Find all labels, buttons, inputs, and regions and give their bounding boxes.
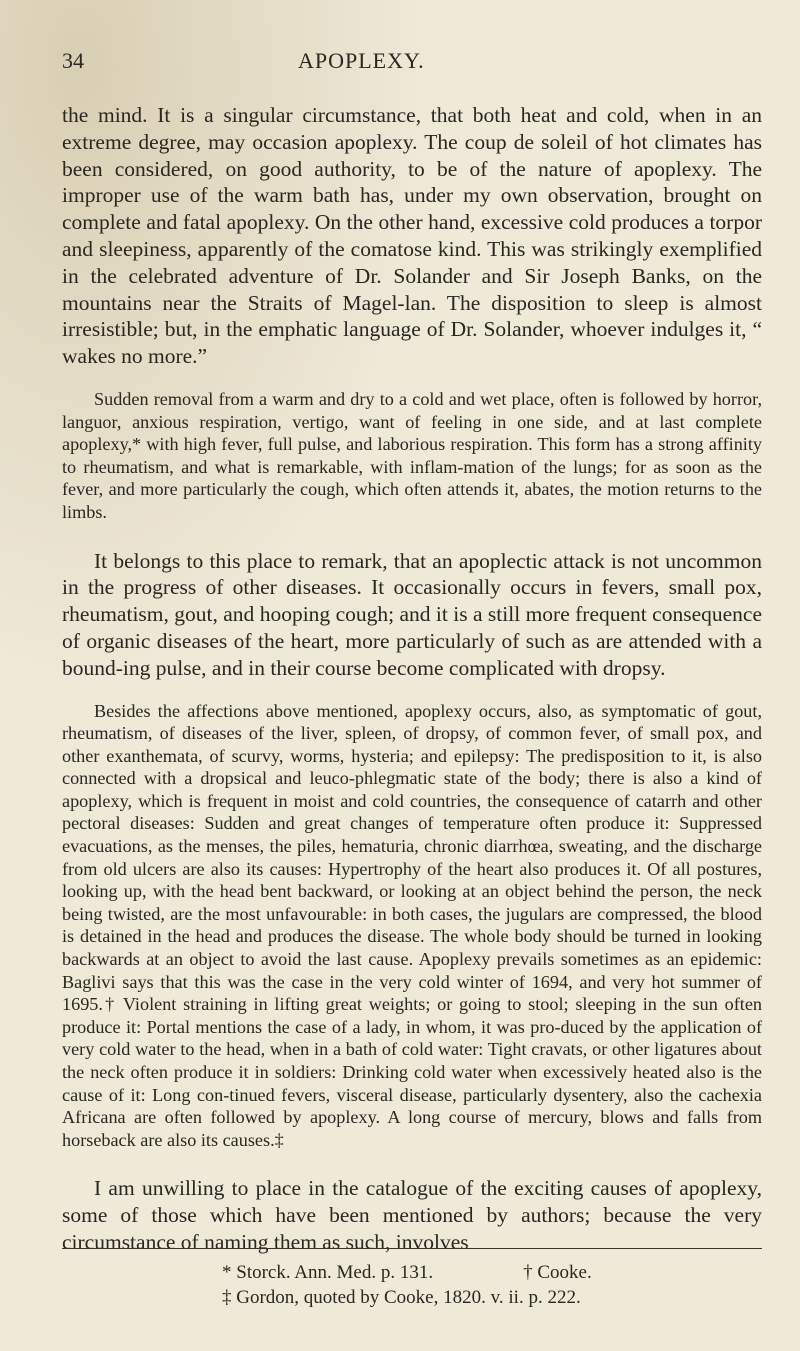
paragraph-sudden-removal: Sudden removal from a warm and dry to a cold and wet place, often is followed by horror, languor, anxious respiration, vertigo, want of feeling in one side, and at last complete apoplexy,* with high fever, full pulse, and laborious respiration. This form has a strong affinity to rheumatism, and what is remarkable, with inflam-mation of the lungs; for as soon as the fever, and more particularly the cough, which often attends it, abates, the motion returns to the limbs. [62,388,762,522]
paragraph-other-diseases: It belongs to this place to remark, that an apoplectic attack is not uncommon in the progress of other diseases. It occasionally occurs in fevers, small pox, rheumatism, gout, and hooping cough; and it is a still more frequent consequence of organic diseases of the heart, more particularly of such as are attended with a bound-ing pulse, and in their course become complicated with dropsy. [62,548,762,680]
paragraph-exciting-causes: I am unwilling to place in the catalogue of the exciting causes of apoplexy, some of those which have been mentioned by authors; because the very circumstance of naming them as such, involves [62,1176,762,1254]
footnote-gordon: ‡ Gordon, quoted by Cooke, 1820. v. ii. p. 222. [222,1287,581,1308]
page-number: 34 [62,48,84,73]
running-head: APOPLEXY. [298,48,425,73]
body-text [62,102,762,1256]
footnote-storck: * Storck. Ann. Med. p. 131. [222,1262,434,1283]
page-header [62,48,762,78]
footnote-cooke: † Cooke. [523,1262,592,1283]
footnotes [222,1260,742,1310]
paragraph-heat-and-cold: the mind. It is a singular circumstance, that both heat and cold, when in an extreme degree, may occasion apoplexy. The coup de soleil of hot climates has been considered, on good authority, to be of the nature of apoplexy. The improper use of the warm bath has, under my own observation, brought on complete and fatal apoplexy. On the other hand, excessive cold produces a torpor and sleepiness, apparently of the comatose kind. This was strikingly exemplified in the celebrated adventure of Dr. Solander and Sir Joseph Banks, on the mountains near the Straits of Magel-lan. The disposition to sleep is almost irresistible; but, in the emphatic language of Dr. Solander, whoever indulges it, “ wakes no more.” [62,103,762,369]
footnote-rule [62,1248,762,1249]
paragraph-symptomatic-causes: Besides the affections above mentioned, apoplexy occurs, also, as symptomatic of gout, rheumatism, of diseases of the liver, spleen, of dropsy, of common fever, of small pox, and other exanthemata, of scurvy, worms, hysteria; and epilepsy: The predisposition to it, is also connected with a dropsical and leuco-phlegmatic state of the body; there is also a kind of apoplexy, which is frequent in moist and cold countries, the consequence of catarrh and other pectoral diseases: Sudden and great changes of temperature often produce it: Suppressed evacuations, as the menses, the piles, hematuria, chronic diarrhœa, sweating, and the discharge from old ulcers are also its causes: Hypertrophy of the heart also produces it. Of all postures, looking up, with the head bent backward, or looking at an object behind the person, the neck being twisted, are the most unfavourable: in both cases, the jugulars are compressed, the blood is detained in the head and produces the disease. The whole body should be turned in looking backwards at an object to avoid the last cause. Apoplexy prevails sometimes as an epidemic: Baglivi says that this was the case in the very cold winter of 1694, and very hot summer of 1695.† Violent straining in lifting great weights; or going to stool; sleeping in the sun often produce it: Portal mentions the case of a lady, in whom, it was pro-duced by the application of very cold water to the head, when in a bath of cold water: Tight cravats, or other ligatures about the neck often produce it in soldiers: Drinking cold water when excessively heated also is the cause of it: Long con-tinued fevers, visceral disease, particularly dysentery, also the cachexia Africana are often followed by apoplexy. A long course of mercury, blows and falls from horseback are also its causes.‡ [62,700,762,1150]
